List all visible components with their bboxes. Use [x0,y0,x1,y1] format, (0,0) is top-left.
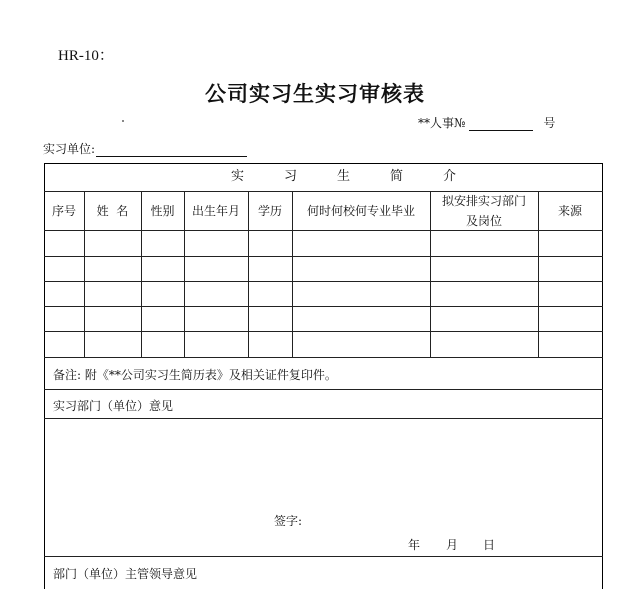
remarks-text: 备注: 附《**公司实习生简历表》及相关证件复印件。 [53,368,337,382]
record-number-blank[interactable] [469,116,533,131]
row-divider [44,556,603,557]
row-divider [44,256,603,257]
row-divider [44,306,603,307]
header-cell: 来源 [557,203,582,218]
row-divider [44,389,603,390]
internship-unit-field[interactable] [96,142,247,157]
header-cell: 学历 [257,203,282,218]
signature-label: 签字: [274,514,303,528]
record-number-prefix: **人事№ [418,116,466,130]
leader-opinion-label: 部门（单位）主管领导意见 [53,567,198,581]
header-cell: 序号 [51,203,76,218]
form-code: HR-10： [58,48,114,64]
internship-unit [43,140,247,157]
table-border-right [602,163,603,589]
row-divider [44,281,603,282]
stray-dot [122,120,124,122]
record-number-suffix: 号 [543,116,556,130]
dept-opinion-label: 实习部门（单位）意见 [53,399,174,413]
header-cell: 姓 名 [96,203,129,218]
header-cell: 出生年月 [191,203,240,218]
date-month: 月 [446,538,459,552]
internship-unit-label: 实习单位: [43,142,96,156]
date-year: 年 [408,538,421,552]
row-divider [44,331,603,332]
header-cell: 性别 [150,203,175,218]
row-divider [44,357,603,358]
header-cell: 何时何校何专业毕业 [306,203,415,218]
record-number [418,114,555,131]
form-title: 公司实习生实习审核表 [205,82,425,106]
header-cell: 拟安排实习部门 及岗位 [441,193,526,228]
date-day: 日 [483,538,496,552]
section-title: 实习生简介 [230,169,496,184]
dept-opinion-area[interactable] [45,419,601,555]
